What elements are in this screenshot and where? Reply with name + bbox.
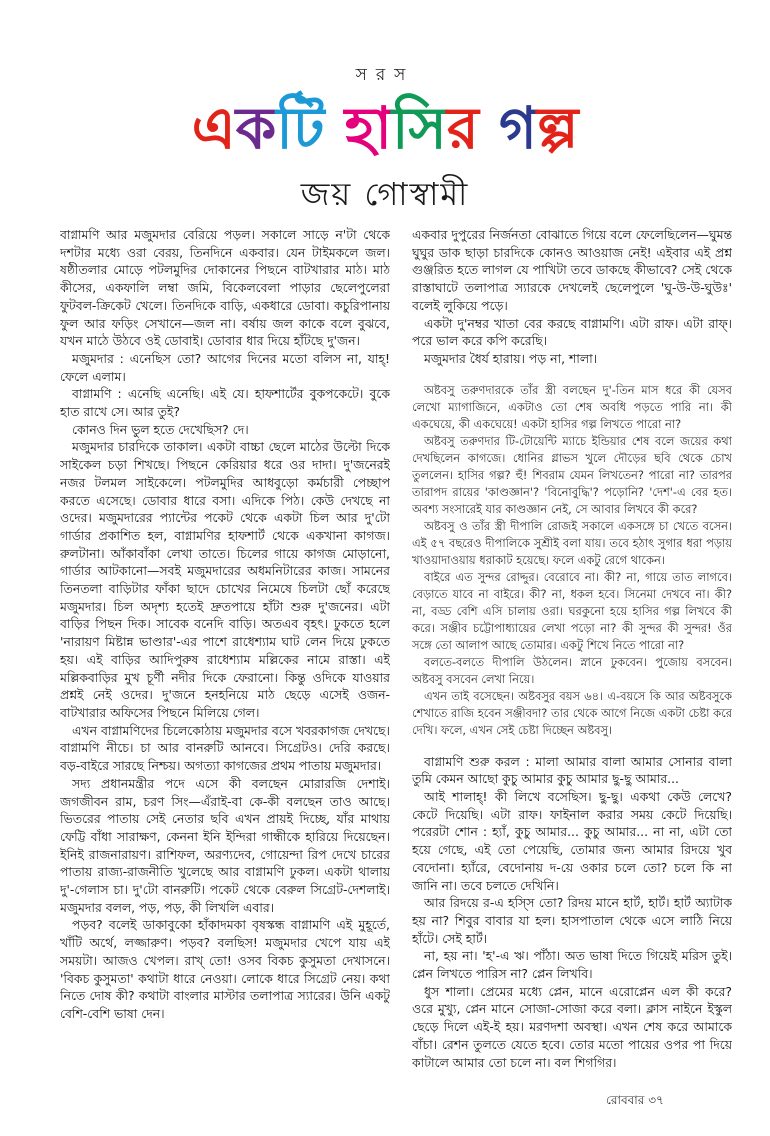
paragraph: মজুমদার ধৈর্য হারায়। পড় না, শালা। <box>424 350 598 366</box>
paragraph: অষ্টবসু তরুণদারকে তাঁর স্ত্রী বলছেন দু'-তিন মাস ধরে কী যেসব লেখো ম্যাগাজিনে, একটাও তো শেষ অবধি পড়তে পারি না। কী একঘেয়ে, কী একঘেয়ে! একটা হাসির গল্প লিখতে পারো না? <box>412 382 732 431</box>
title-glyph: এ <box>191 94 236 162</box>
title-glyph <box>479 92 499 164</box>
left-column <box>60 226 390 1096</box>
paragraph: মজুমদার চারদিকে তাকাল। একটা বাচ্চা ছেলে মাঠের উল্টো দিকে সাইকেল চড়া শিখছে। পিছনে কেরিয়ার ধরে ওর দাদা। দু'জনেরই নজর টলমল সাইকেলে। পটলমুদির আধবুড়ো কর্মচারী পেচ্ছাপ করতে এসেছে। ডোবার ধারে বসা। এদিকে পিঠ। কেউ দেখছে না ওদের। মজুমদারের প্যান্টের পকেট থেকে একটা চিল আর দু'টো গার্ডার প্রকাশিত হল, বাগ্নামণির হাফশার্ট থেকে একখানা কাগজ। রুলটানা। আঁকাবাঁকা লেখা তাতে। চিলের গায়ে কাগজ মোড়ানো, গার্ডার আটকানো—সবই মজুমদারের অধমনিটারের কাজ। সামনের তিনতলা বাড়িটার ফাঁকা ছাদে চোখের নিমেষে চিলটা ছোঁ করেছে মজুমদার। চিল অদৃশ্য হতেই দ্রুতপায়ে হাঁটা শুরু দু'জনের। এটা বাড়ির পিছন দিক। সাবেক বনেদি বাড়ি। অতএব বৃহৎ। ঢুকতে হলে 'নারায়ণ মিষ্টান্ন ভাণ্ডার'-এর পাশে রাধেশ্যাম ঘাট লেন দিয়ে ঢুকতে হয়। এই বাড়ির আদিপুরুষ রাধেশ্যাম মল্লিকের নামে রাস্তা। এই মল্লিকবাড়ির মুখ চূর্ণী নদীর দিকে ফেরানো। কিন্তু ওদিকে যাওয়ার প্রশ্নই নেই ওদের। দু'জনে হনহনিয়ে মাঠ ছেড়ে এসেই ওজন-বাটখারার অফিসের পিছনে মিলিয়ে গেল। <box>60 439 390 720</box>
paragraph: না, হয় না। 'হ'-এ ঋ। পাঁঠা। অত ভাষা দিতে গিয়েই মরিস তুই। প্লেন লিখতে পারিস না? প্লেন লিখবি। <box>412 948 732 982</box>
section-kicker: সরস <box>355 65 415 85</box>
title-glyph: টি <box>276 94 325 162</box>
paragraph: একবার দুপুরের নির্জনতা বোঝাতে গিয়ে বলে ফেলেছিলেন—ঘুমন্ত ঘুঘুর ডাক ছাড়া চারদিকে কোনও আওয়াজ নেই! এইবার এই প্রশ্ন গুঞ্জরিত হতে লাগল যে পাখিটা তবে ডাকছে কীভাবে? সেই থেকে রাস্তাঘাটে তলাপাত্র স্যারকে দেখলেই ছেলেপুলে 'ঘু-উ-উ-ঘুউঃ' বলেই লুকিয়ে পড়ে। <box>412 227 732 313</box>
right-column-top <box>412 226 732 368</box>
author-name: জয় গোস্বামী <box>300 175 470 213</box>
paragraph: ধুস শালা। প্রেমের মধ্যে প্লেন, মানে এরোপ্লেন এল কী করে? ওরে মুখ্যু, প্লেন মানে সোজা-সোজা করে বলা। ক্লাস নাইনে ইস্কুল ছেড়ে দিলে এই-ই হয়। মরণদশা অবস্থা। এখন শেষ করে আমাকে বাঁচা। রেশন তুলতে যেতে হবে। তোর মতো পায়ের ওপর পা দিয়ে কাটালে আমার তো চলে না। বল শিগগির। <box>412 983 732 1070</box>
paragraph: সদ্য প্রধানমন্ত্রীর পদে এসে কী বলছেন মোরারজি দেশাই। জগজীবন রাম, চরণ সিং—এঁরাই-বা কে-কী বলছেন তাও আছে। ভিতরের পাতায় সেই নেতার ছবি এখন প্রায়ই দিচ্ছে, যাঁর মাথায় ফেট্টি বাঁধা সারাক্ষণ, কেননা ইনি ইন্দিরা গান্ধীকে হারিয়ে দিয়েছেন। ইনিই রাজনারায়ণ। রাশিফল, অরণ্যদেব, গোয়েন্দা রিপ দেখে চারের পাতায় রাজ্য-রাজনীতি খুলেছে আর বাগ্নামণি ঢুকল। একটা থালায় দু'-গেলাস চা। দু'টো বানরুটি। পকেট থেকে বেরুল সিগ্রেট-দেশলাই। মজুমদার বলল, পড়, পড়, কী লিখলি এবার। <box>60 775 390 915</box>
right-column-bottom <box>412 753 732 1072</box>
paragraph: অষ্টবসু ও তাঁর স্ত্রী দীপালি রোজই সকালে একসঙ্গে চা খেতে বসেন। এই ৫৭ বছরেও দীপালিকে সুশ্রীই বলা যায়। তবে হঠাৎ সুগার ধরা পড়ায় খাওয়াদাওয়ায় ধরাকাট হয়েছে। ফলে একটু রেগে থাকেন। <box>412 518 732 567</box>
paragraph: বাগ্নামণি আর মজুমদার বেরিয়ে পড়ল। সকালে সাড়ে ন'টা থেকে দশটার মধ্যে ওরা বেরয়, তিনদিনে একবার। যেন টাইমকলে জল। ষষ্ঠীতলার মোড়ে পটলমুদির দোকানের পিছনে বাটখারার মাঠ। মাঠ কীসের, একফালি লম্বা জমি, বিকেলবেলা পাড়ার ছেলেপুলেরা ফুটবল-ক্রিকেট খেলে। তিনদিকে বাড়ি, একধারে ডোবা। কচুরিপানায় ফুল আর ফড়িং সেখানে—জল না। বর্ষায় জল কাকে বলে বুঝবে, যখন মাঠে উঠবে ওই ডোবাই। ডোবার ধার দিয়ে হাঁটছে দু'জন। <box>60 227 390 349</box>
title-glyph <box>324 92 344 164</box>
paragraph: মজুমদার : এনেছিস তো? আগের দিনের মতো বলিস না, যাহ্‌! ফেলে এলাম। <box>60 350 390 384</box>
paragraph: কোনও দিন ভুল হতে দেখেছিস? দে। <box>72 421 249 437</box>
paragraph: বাইরে এত সুন্দর রোদ্দুর। বেরোবে না। কী? না, গায়ে তাত লাগবে। বেড়াতে যাবে না বাইরে। কী? না, ধকল হবে। সিনেমা দেখবে না। কী? না, বড্ড বেশি এসি চালায় ওরা। ঘরকুনো হয়ে হাসির গল্প লিখবে কী করে। সঞ্জীব চট্টোপাধ্যায়ের লেখা পড়ো না? কী সুন্দর কী সুন্দর! ওঁর সঙ্গে তো আলাপ আছে তোমার। একটু শিখে নিতে পারো না? <box>412 569 732 652</box>
paragraph: বাগ্নামণি : এনেছি এনেছি। এই যে। হাফশার্টের বুকপকেটে। বুকে হাত রাখে সে। আর তুই? <box>60 386 390 420</box>
title-glyph: সি <box>391 94 447 162</box>
paragraph: এখন তাই বসেছেন। অষ্টবসুর বয়স ৬৪। এ-বয়সে কি আর অষ্টবসুকে শেখাতে রাজি হবেন সঞ্জীবদা? তার থেকে আগে নিজে একটা চেষ্টা করে দেখি। ফলে, এখন সেই চেষ্টা দিচ্ছেন অষ্টবসু। <box>412 688 732 737</box>
title-glyph: হা <box>344 94 392 162</box>
paragraph: পড়ব? বলেই ডাকাবুকো হাঁকাদমকা বৃষস্কন্ধ বাগ্নামণি এই মুহূর্তে, খাঁটি অর্থে, লজ্জারুণ। পড়ব? বলছিস! মজুমদার খেপে যায় এই সময়টা। আজও খেপল। রাখ্‌ তো! ওসব বিকচ কুসুমতা দেখাসনে। 'বিকচ কুসুমতা' কথাটা ধারে নেওয়া। লোকে ধারে সিগ্রেট নেয়। কথা নিতে দোষ কী? কথাটা বাংলার মাস্টার তলাপাত্র স্যারের। উনি একটু বেশি-বেশি ভাষা দেন। <box>60 917 390 1021</box>
title-glyph: ল্প <box>537 94 579 162</box>
title-glyph: ক <box>235 94 277 162</box>
paragraph: এখন বাগ্নামণিদের চিলেকোঠায় মজুমদার বসে খবরকাগজ দেখছে। বাগ্নামণি নীচে। চা আর বানরুটি আনবে। সিগ্রেটও। দেরি করছে। বড়-বাইরে সারছে নিশ্চয়। অগত্যা কাগজের প্রথম পাতায় মজুমদার। <box>60 722 390 774</box>
author-insert-block <box>412 382 732 739</box>
right-column <box>412 226 732 1086</box>
paragraph: বলতে-বলতে দীপালি উঠলেন। স্নানে ঢুকবেন। পুজোয় বসবেন। অষ্টবসু বসবেন লেখা নিয়ে। <box>412 654 732 686</box>
paragraph: বাগ্নামণি শুরু করল : মালা আমার বালা আমার সোনার বালা তুমি কেমন আছো কুচু আমার কুচু আমার ছু-ছু আমার... <box>412 753 732 787</box>
article-title <box>0 92 770 164</box>
paragraph: অষ্টবসু তরুণদার টি-টোয়েন্টি ম্যাচে ইন্ডিয়ার শেষ বলে জয়ের কথা দেখছিলেন কাগজে। ধোনির গ্লাভস খুলে দৌড়ের ছবি থেকে চোখ তুললেন। হাসির গল্প? হুঁ! শিবরাম যেমন লিখতেন? পারো না? তারপর তারাপদ রায়ের 'কাণ্ডজ্ঞান'? 'বিনোবুদ্ধি'? পড়োনি? 'দেশ'-এ বের হত। অবশ্য সংসারেই যার কাণ্ডজ্ঞান নেই, সে আবার লিখবে কী করে? <box>412 433 732 516</box>
paragraph: একটা দু'নম্বর খাতা বের করছে বাগ্নামণি। এটা রাফ। এটা রাফ্‌। পরে ভাল করে কপি করেছি। <box>412 315 732 349</box>
title-glyph: র <box>446 94 479 162</box>
paragraph: আই শালাহ্‌! কী লিখে বসেছিস। ছু-ছু। একথা কেউ লেখে? কেটে দিয়েছি। এটা রাফ। ফাইনাল করার সময় কেটে দিয়েছি। পরেরটা শোন : হ্যাঁ, কুচু আমার... কুচু আমার... না না, এটা তো হয়ে গেছে, এই তো পেয়েছি, তোমার জন্য আমার রিদয়ে খুব বেদোনা। হ্যাঁরে, বেদোনায় দ-য়ে ওকার চলে তো? চলে কি না জানি না। তবে চলতে দেখিনি। <box>412 789 732 893</box>
title-glyph: গ <box>499 94 538 162</box>
page-footer: রোববার ৩৭ <box>606 1093 664 1107</box>
paragraph: আর রিদয়ে র-এ হস্সি তো? রিদয় মানে হার্ট, হার্ট। হার্ট অ্যাটাক হয় না? শিবুর বাবার যা হল। হাসপাতাল থেকে এসে লাঠি নিয়ে হাঁটে। সেই হার্ট। <box>412 895 732 946</box>
